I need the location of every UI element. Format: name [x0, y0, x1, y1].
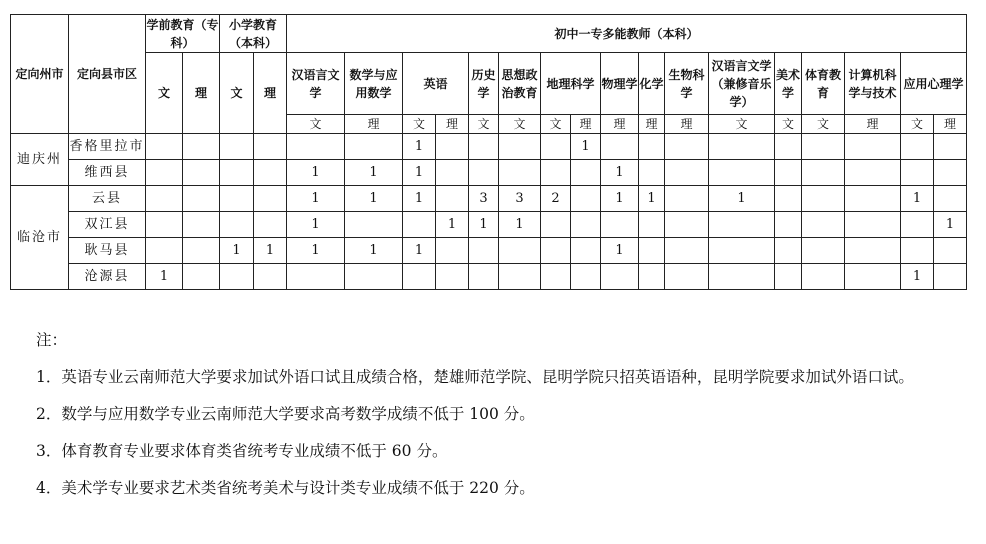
quota-cell: [709, 264, 775, 290]
header-preschool-li: 理: [183, 53, 220, 134]
quota-cell: [934, 160, 967, 186]
quota-cell: [183, 134, 220, 160]
quota-cell: [934, 238, 967, 264]
quota-cell: 1: [345, 238, 403, 264]
prefecture-cell: 迪庆州: [11, 134, 69, 186]
quota-cell: [665, 212, 709, 238]
quota-cell: [775, 186, 802, 212]
quota-cell: [220, 212, 254, 238]
subject-physics: 物理学: [601, 53, 639, 115]
county-cell: 双江县: [69, 212, 146, 238]
quota-cell: [183, 186, 220, 212]
county-cell: 维西县: [69, 160, 146, 186]
quota-cell: [183, 212, 220, 238]
quota-cell: [469, 160, 499, 186]
quota-cell: 1: [901, 186, 934, 212]
quota-cell: [802, 134, 845, 160]
subject-history: 历史学: [469, 53, 499, 115]
quota-cell: [845, 212, 901, 238]
quota-cell: [146, 160, 183, 186]
prefecture-cell: 临沧市: [11, 186, 69, 290]
quota-cell: 1: [436, 212, 469, 238]
quota-cell: [220, 160, 254, 186]
quota-cell: 2: [541, 186, 571, 212]
header-primary-li: 理: [254, 53, 287, 134]
note-item: 2．数学与应用数学专业云南师范大学要求高考数学成绩不低于 100 分。: [36, 405, 535, 423]
quota-cell: [541, 134, 571, 160]
subject-geography: 地理科学: [541, 53, 601, 115]
table-row: [11, 238, 967, 264]
quota-cell: [436, 264, 469, 290]
county-cell: 沧源县: [69, 264, 146, 290]
quota-cell: [845, 134, 901, 160]
quota-cell: [709, 238, 775, 264]
county-cell: 香格里拉市: [69, 134, 146, 160]
track-chemistry: 理: [639, 115, 665, 134]
header-row-1: [11, 15, 967, 53]
table-row: [11, 186, 967, 212]
quota-cell: [220, 134, 254, 160]
subject-chemistry: 化学: [639, 53, 665, 115]
quota-cell: 1: [934, 212, 967, 238]
quota-cell: [436, 238, 469, 264]
quota-cell: [541, 264, 571, 290]
quota-cell: 1: [345, 160, 403, 186]
header-junior: 初中一专多能教师（本科）: [287, 15, 967, 53]
quota-cell: [220, 186, 254, 212]
quota-cell: [934, 264, 967, 290]
quota-cell: [499, 264, 541, 290]
quota-cell: [665, 160, 709, 186]
quota-cell: [403, 264, 436, 290]
quota-cell: [802, 212, 845, 238]
quota-cell: 1: [220, 238, 254, 264]
subject-biology: 生物科学: [665, 53, 709, 115]
table-row: [11, 264, 967, 290]
quota-cell: [665, 186, 709, 212]
quota-cell: [901, 134, 934, 160]
track-geography-wen: 文: [541, 115, 571, 134]
quota-cell: [901, 212, 934, 238]
quota-cell: [934, 134, 967, 160]
quota-cell: [845, 186, 901, 212]
quota-cell: [541, 160, 571, 186]
quota-cell: [436, 186, 469, 212]
quota-cell: [499, 238, 541, 264]
table-row: [11, 160, 967, 186]
quota-cell: [403, 212, 436, 238]
quota-cell: [436, 160, 469, 186]
quota-cell: [601, 134, 639, 160]
subject-psychology: 应用心理学: [901, 53, 967, 115]
quota-cell: [345, 134, 403, 160]
quota-cell: [639, 238, 665, 264]
quota-cell: 3: [469, 186, 499, 212]
track-chinese-music: 文: [709, 115, 775, 134]
quota-cell: 1: [709, 186, 775, 212]
quota-cell: 1: [287, 186, 345, 212]
quota-cell: 1: [601, 160, 639, 186]
county-cell: 耿马县: [69, 238, 146, 264]
quota-cell: [469, 238, 499, 264]
quota-cell: [541, 212, 571, 238]
quota-cell: 3: [499, 186, 541, 212]
header-row-2: [11, 53, 967, 115]
quota-cell: [709, 160, 775, 186]
subject-chinese-music: 汉语言文学（兼修音乐学）: [709, 53, 775, 115]
header-county: 定向县市区: [69, 15, 146, 134]
quota-cell: [183, 264, 220, 290]
track-psychology-wen: 文: [901, 115, 934, 134]
track-psychology-li: 理: [934, 115, 967, 134]
notes-title: 注：: [36, 331, 68, 349]
quota-cell: [775, 264, 802, 290]
subject-english: 英语: [403, 53, 469, 115]
quota-cell: 1: [403, 238, 436, 264]
quota-cell: [571, 264, 601, 290]
quota-cell: [469, 264, 499, 290]
quota-cell: [499, 160, 541, 186]
track-pe: 文: [802, 115, 845, 134]
quota-cell: [709, 212, 775, 238]
quota-cell: [665, 264, 709, 290]
quota-cell: [183, 238, 220, 264]
quota-cell: [146, 134, 183, 160]
quota-cell: [146, 212, 183, 238]
quota-cell: [254, 134, 287, 160]
subject-pe: 体育教育: [802, 53, 845, 115]
quota-cell: [571, 212, 601, 238]
notes-section: [36, 322, 966, 507]
track-history: 文: [469, 115, 499, 134]
quota-cell: [345, 264, 403, 290]
quota-cell: [802, 186, 845, 212]
quota-cell: [775, 134, 802, 160]
quota-cell: [287, 134, 345, 160]
quota-cell: [254, 264, 287, 290]
quota-cell: [639, 212, 665, 238]
track-math: 理: [345, 115, 403, 134]
quota-cell: [469, 134, 499, 160]
quota-cell: 1: [287, 212, 345, 238]
quota-cell: [845, 238, 901, 264]
quota-cell: 1: [287, 160, 345, 186]
quota-cell: [146, 186, 183, 212]
quota-cell: [541, 238, 571, 264]
quota-cell: [254, 212, 287, 238]
quota-cell: [775, 212, 802, 238]
header-preschool: 学前教育（专科）: [146, 15, 220, 53]
quota-cell: [254, 186, 287, 212]
quota-cell: [571, 238, 601, 264]
quota-cell: [571, 160, 601, 186]
quota-cell: [775, 160, 802, 186]
note-item: 3．体育教育专业要求体育类省统考专业成绩不低于 60 分。: [36, 442, 448, 460]
quota-cell: [709, 134, 775, 160]
subject-chinese: 汉语言文学: [287, 53, 345, 115]
header-preschool-wen: 文: [146, 53, 183, 134]
header-prefecture: 定向州市: [11, 15, 69, 134]
track-english-li: 理: [436, 115, 469, 134]
quota-cell: [601, 264, 639, 290]
quota-cell: [287, 264, 345, 290]
quota-cell: 1: [571, 134, 601, 160]
table-row: [11, 212, 967, 238]
quota-cell: [146, 238, 183, 264]
quota-cell: [665, 134, 709, 160]
quota-cell: [901, 160, 934, 186]
quota-cell: [254, 160, 287, 186]
quota-cell: 1: [146, 264, 183, 290]
quota-cell: [775, 238, 802, 264]
quota-cell: [639, 160, 665, 186]
quota-cell: 1: [254, 238, 287, 264]
quota-cell: 1: [403, 186, 436, 212]
quota-cell: [802, 264, 845, 290]
subject-politics: 思想政治教育: [499, 53, 541, 115]
quota-cell: 1: [345, 186, 403, 212]
quota-cell: [845, 264, 901, 290]
track-computer: 理: [845, 115, 901, 134]
track-physics: 理: [601, 115, 639, 134]
quota-cell: [802, 160, 845, 186]
header-primary-wen: 文: [220, 53, 254, 134]
track-geography-li: 理: [571, 115, 601, 134]
quota-cell: [665, 238, 709, 264]
quota-cell: [845, 160, 901, 186]
quota-cell: 1: [403, 160, 436, 186]
quota-cell: 1: [601, 186, 639, 212]
note-item: 1．英语专业云南师范大学要求加试外语口试且成绩合格，楚雄师范学院、昆明学院只招英语语种，昆明学院要求加试外语口试。: [36, 368, 914, 386]
quota-cell: 1: [287, 238, 345, 264]
quota-cell: [436, 134, 469, 160]
quota-cell: [601, 212, 639, 238]
quota-cell: 1: [601, 238, 639, 264]
table-body: [11, 15, 967, 290]
quota-cell: [802, 238, 845, 264]
subject-computer: 计算机科学与技术: [845, 53, 901, 115]
track-english-wen: 文: [403, 115, 436, 134]
quota-cell: [639, 264, 665, 290]
quota-cell: [901, 238, 934, 264]
note-item: 4．美术学专业要求艺术类省统考美术与设计类专业成绩不低于 220 分。: [36, 479, 535, 497]
quota-cell: [639, 134, 665, 160]
subject-fine-arts: 美术学: [775, 53, 802, 115]
quota-cell: [345, 212, 403, 238]
quota-cell: 1: [499, 212, 541, 238]
quota-cell: [220, 264, 254, 290]
quota-cell: [183, 160, 220, 186]
county-cell: 云县: [69, 186, 146, 212]
quota-cell: 1: [901, 264, 934, 290]
quota-cell: [499, 134, 541, 160]
quota-cell: 1: [469, 212, 499, 238]
quota-cell: [934, 186, 967, 212]
header-primary: 小学教育（本科）: [220, 15, 287, 53]
quota-table: [10, 14, 967, 290]
quota-cell: 1: [639, 186, 665, 212]
quota-cell: [571, 186, 601, 212]
table-row: [11, 134, 967, 160]
track-fine-arts: 文: [775, 115, 802, 134]
track-biology: 理: [665, 115, 709, 134]
subject-math: 数学与应用数学: [345, 53, 403, 115]
track-politics: 文: [499, 115, 541, 134]
track-chinese: 文: [287, 115, 345, 134]
quota-cell: 1: [403, 134, 436, 160]
